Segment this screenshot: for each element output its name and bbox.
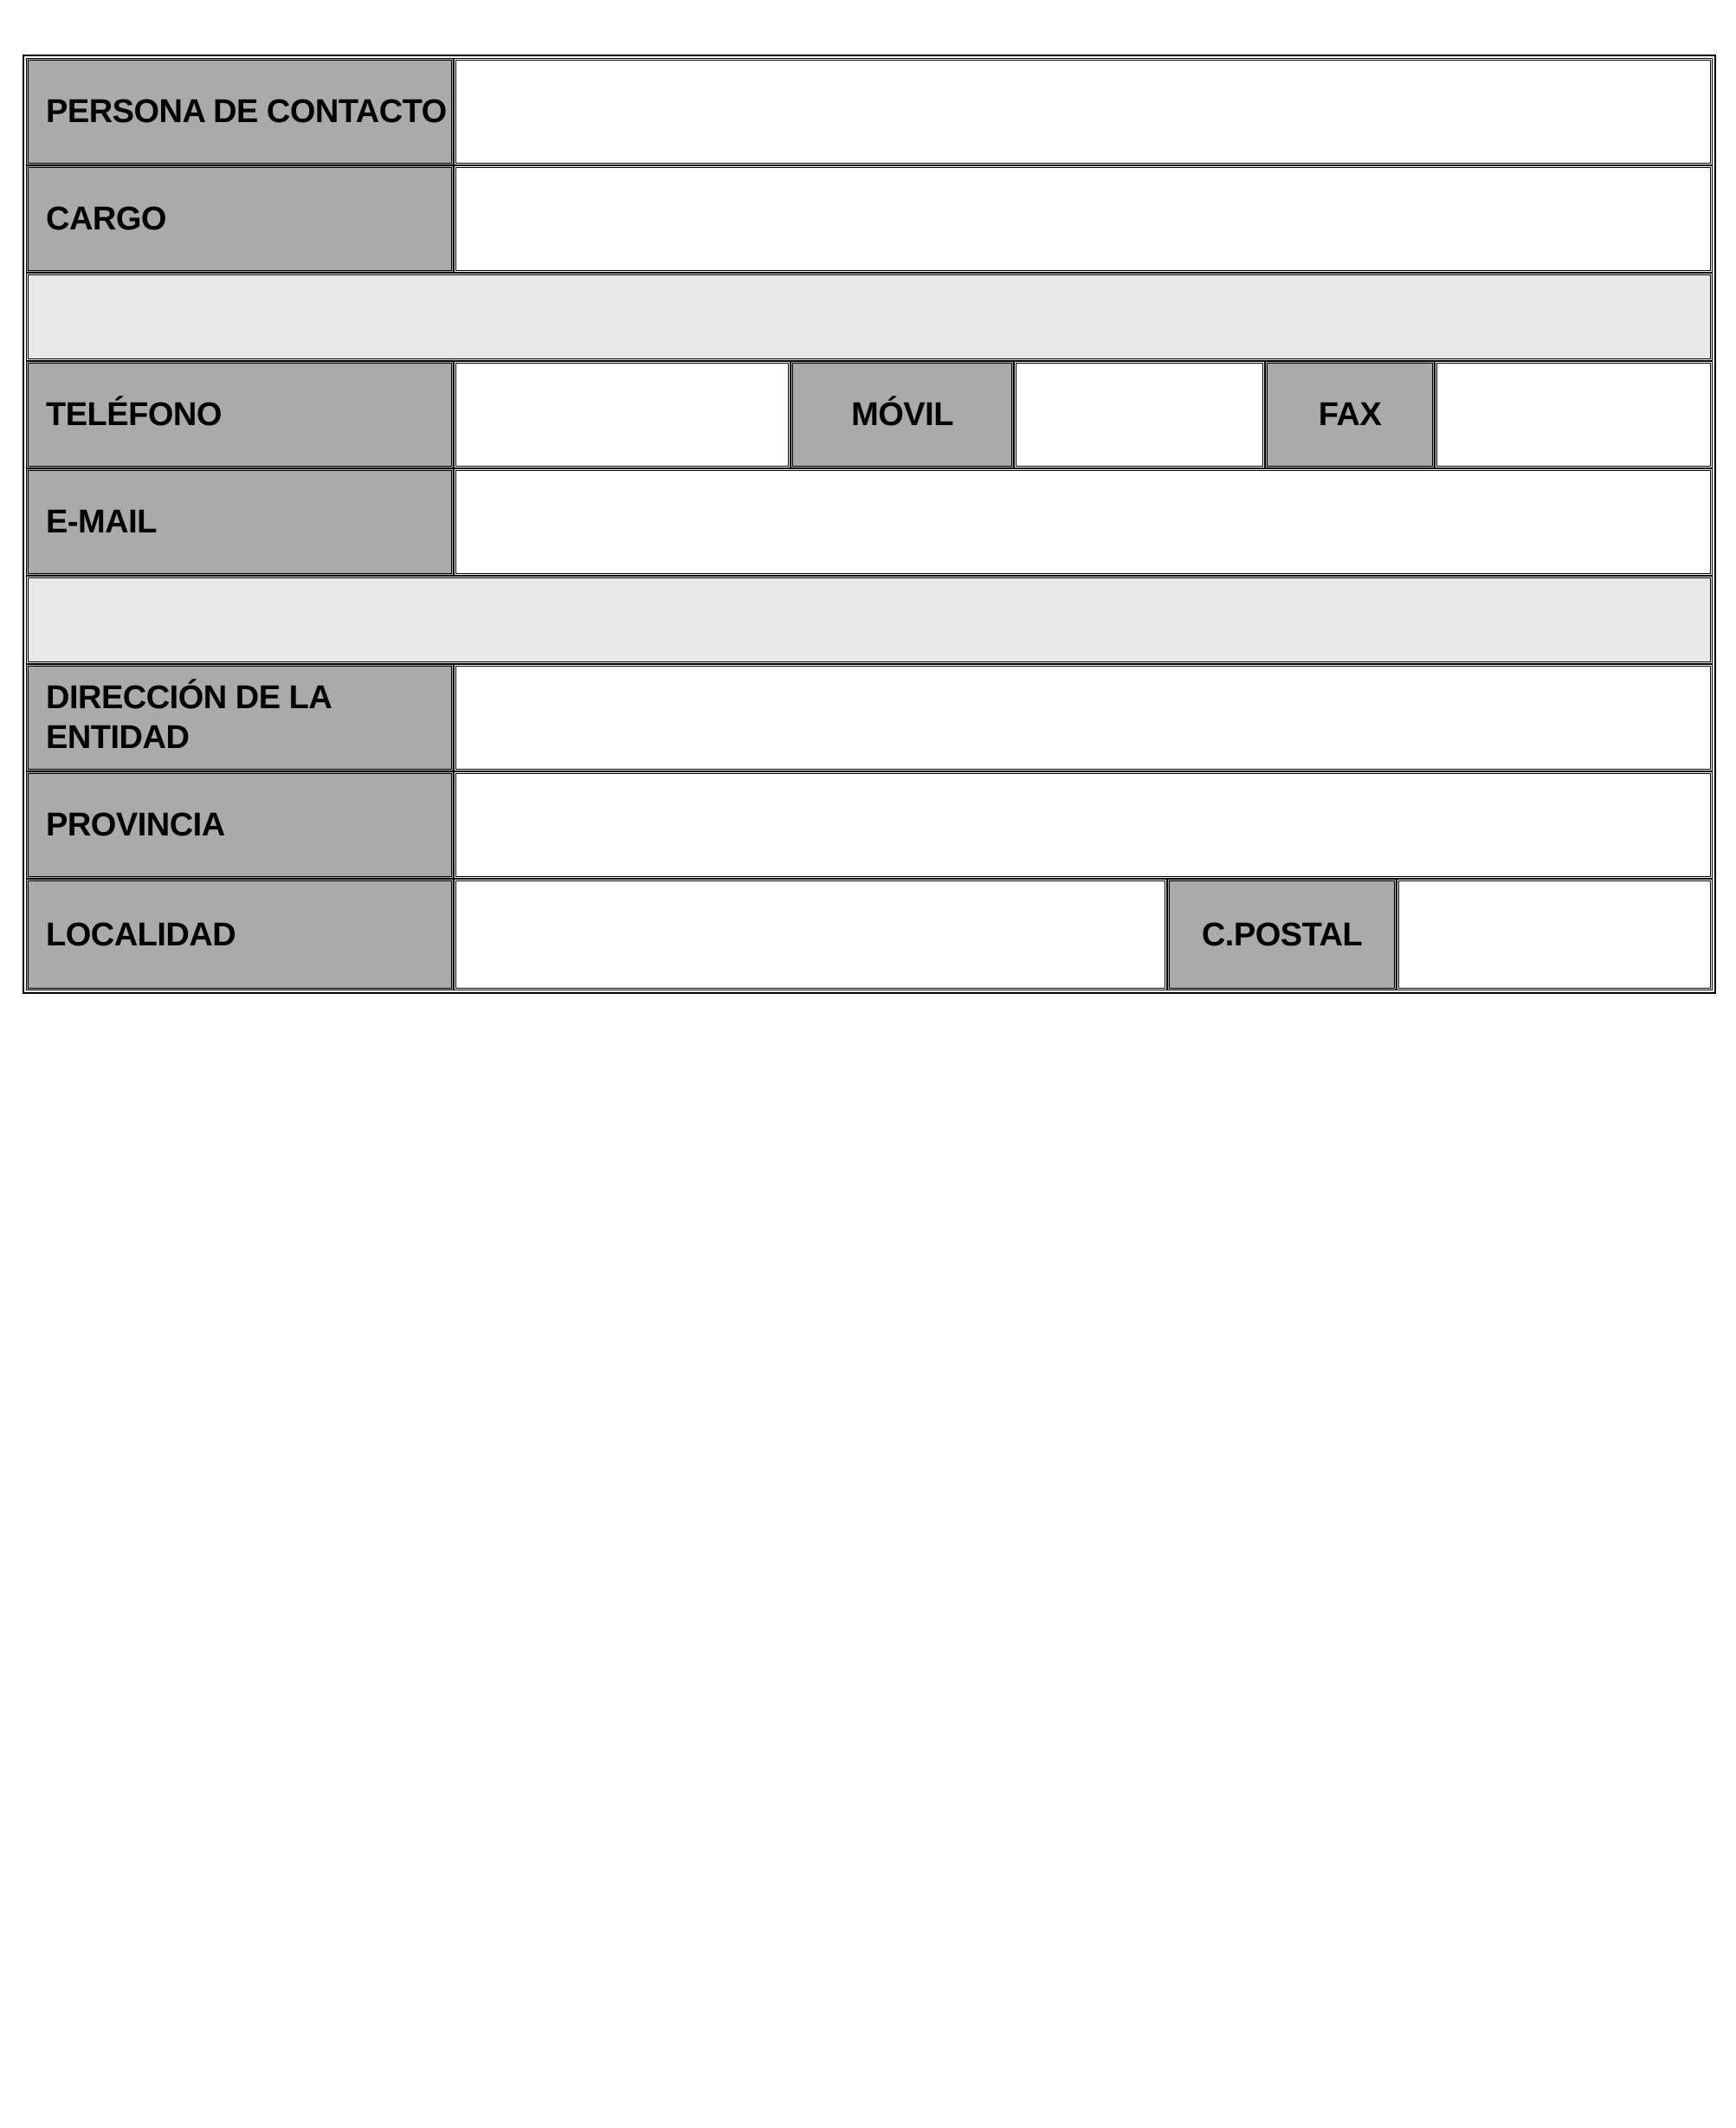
localidad-field[interactable] xyxy=(454,879,1167,990)
telefono-input[interactable] xyxy=(456,364,788,466)
telefono-field[interactable] xyxy=(454,361,791,468)
localidad-input[interactable] xyxy=(456,881,1165,988)
cargo-input[interactable] xyxy=(456,168,1710,270)
direccion-field[interactable] xyxy=(454,664,1713,771)
cpostal-input[interactable] xyxy=(1399,881,1710,988)
cargo-field[interactable] xyxy=(454,165,1713,273)
fax-input[interactable] xyxy=(1437,364,1710,466)
provincia-field[interactable] xyxy=(454,771,1713,879)
movil-label: MÓVIL xyxy=(791,361,1014,468)
persona-contacto-input[interactable] xyxy=(456,61,1710,163)
email-label: E-MAIL xyxy=(26,468,454,576)
movil-field[interactable] xyxy=(1014,361,1265,468)
movil-input[interactable] xyxy=(1016,364,1262,466)
fax-label: FAX xyxy=(1265,361,1435,468)
localidad-label: LOCALIDAD xyxy=(26,879,454,990)
email-input[interactable] xyxy=(456,471,1710,573)
persona-contacto-label: PERSONA DE CONTACTO xyxy=(26,58,454,165)
persona-contacto-field[interactable] xyxy=(454,58,1713,165)
section-separator xyxy=(26,576,1713,664)
provincia-label: PROVINCIA xyxy=(26,771,454,879)
cpostal-field[interactable] xyxy=(1397,879,1713,990)
section-separator xyxy=(26,273,1713,361)
email-field[interactable] xyxy=(454,468,1713,576)
telefono-label: TELÉFONO xyxy=(26,361,454,468)
cargo-label: CARGO xyxy=(26,165,454,273)
direccion-label: DIRECCIÓN DE LA ENTIDAD xyxy=(26,664,454,771)
direccion-input[interactable] xyxy=(456,667,1710,769)
fax-field[interactable] xyxy=(1435,361,1713,468)
provincia-input[interactable] xyxy=(456,774,1710,876)
cpostal-label: C.POSTAL xyxy=(1167,879,1397,990)
